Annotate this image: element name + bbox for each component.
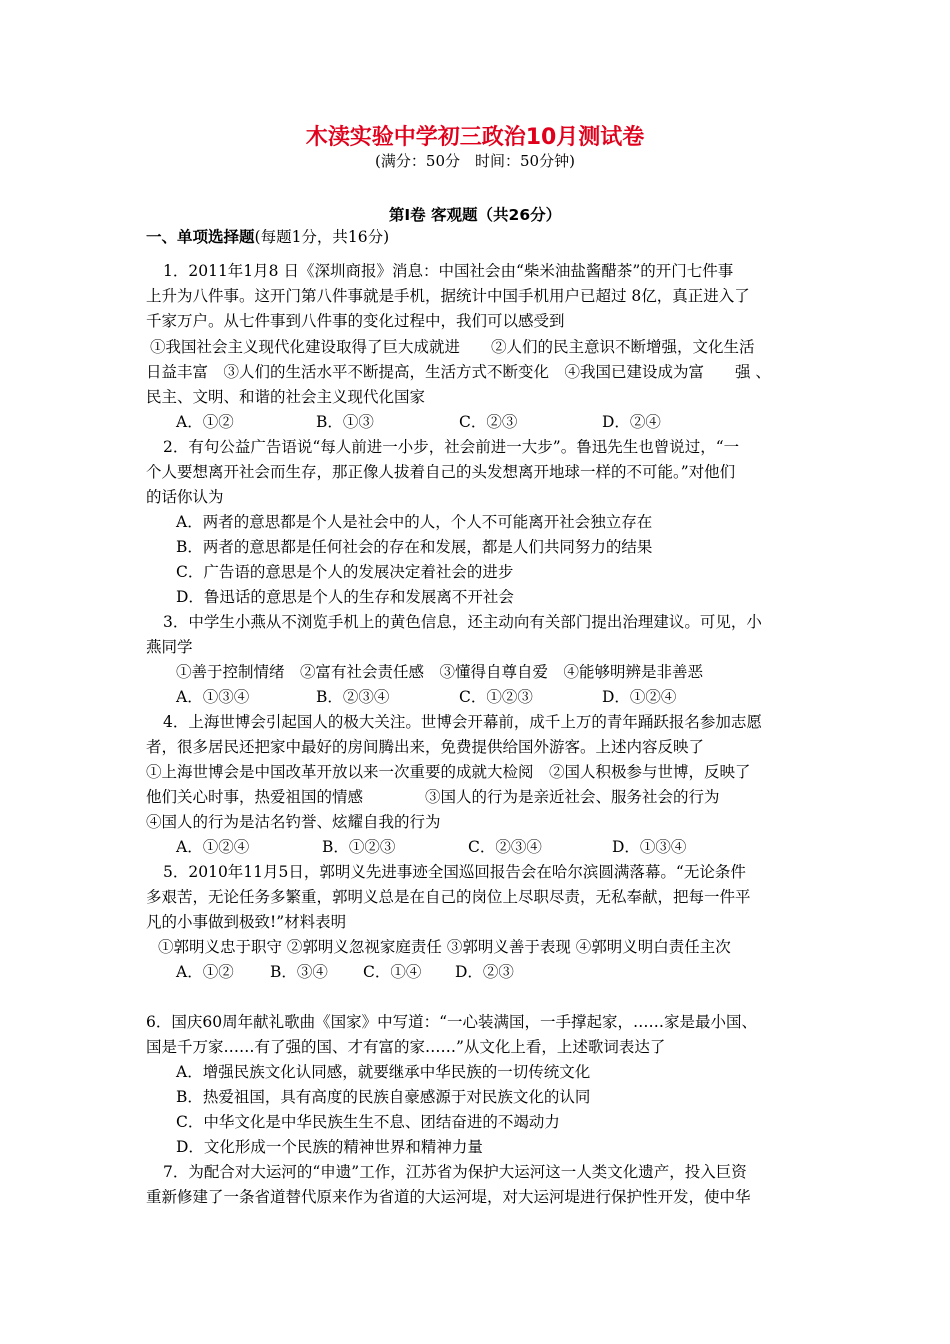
q3-statement-line-1: ①善于控制情绪 ②富有社会责任感 ③懂得自尊自爱 ④能够明辨是非善恶 <box>176 663 704 681</box>
q3-stem-line-1: 3．中学生小燕从不浏览手机上的黄色信息，还主动向有关部门提出治理建议。可见，小 <box>163 613 762 631</box>
q6-option-a: A．增强民族文化认同感，就要继承中华民族的一切传统文化 <box>176 1063 591 1081</box>
q4-option-a: A．①②④ <box>176 838 250 856</box>
q6-option-d: D．文化形成一个民族的精神世界和精神力量 <box>176 1138 483 1156</box>
q2-stem-line-1: 2．有句公益广告语说“每人前进一小步，社会前进一大步”。鲁迅先生也曾说过，“一 <box>163 438 740 456</box>
q4-statement-line-3: ④国人的行为是沽名钓誉、炫耀自我的行为 <box>146 813 441 831</box>
q2-stem-line-2: 个人要想离开社会而生存，那正像人拔着自己的头发想离开地球一样的不可能。”对他们 <box>146 463 736 481</box>
exam-subtitle: (满分：50分 时间：50分钟) <box>375 152 575 170</box>
q4-option-d: D．①③④ <box>612 838 687 856</box>
q4-statement-line-2: 他们关心时事，热爱祖国的情感 ③国人的行为是亲近社会、服务社会的行为 <box>146 788 720 806</box>
q5-option-c: C．①④ <box>363 963 422 981</box>
q4-statement-line-1: ①上海世博会是中国改革开放以来一次重要的成就大检阅 ②国人积极参与世博，反映了 <box>146 763 751 781</box>
q1-statement-line-3: 民主、文明、和谐的社会主义现代化国家 <box>146 388 426 406</box>
q2-option-a: A．两者的意思都是个人是社会中的人，个人不可能离开社会独立存在 <box>176 513 653 531</box>
q4-stem-line-2: 者，很多居民还把家中最好的房间腾出来，免费提供给国外游客。上述内容反映了 <box>146 738 705 756</box>
q3-stem-line-2: 燕同学 <box>146 638 193 656</box>
q6-stem-line-1: 6．国庆60周年献礼歌曲《国家》中写道：“一心装满国，一手撑起家，……家是最小国、 <box>146 1013 758 1031</box>
q1-option-b: B．①③ <box>316 413 374 431</box>
q5-option-d: D．②③ <box>455 963 514 981</box>
q6-option-b: B．热爱祖国，具有高度的民族自豪感源于对民族文化的认同 <box>176 1088 591 1106</box>
q2-option-d: D．鲁迅话的意思是个人的生存和发展离不开社会 <box>176 588 514 606</box>
part-note: (每题1分，共16分) <box>254 228 390 246</box>
q5-statement-line-1: ①郭明义忠于职守 ②郭明义忽视家庭责任 ③郭明义善于表现 ④郭明义明白责任主次 <box>158 938 731 956</box>
q1-stem-line-1: 1．2011年1月8 日《深圳商报》消息：中国社会由“柴米油盐酱醋茶”的开门七件事 <box>163 262 734 280</box>
q5-stem-line-2: 多艰苦，无论任务多繁重，郭明义总是在自己的岗位上尽职尽责，无私奉献，把每一件平 <box>146 888 751 906</box>
q7-stem-line-2: 重新修建了一条省道替代原来作为省道的大运河堤，对大运河堤进行保护性开发，使中华 <box>146 1188 751 1206</box>
exam-title: 木渎实验中学初三政治10月测试卷 <box>305 125 645 150</box>
q4-option-c: C．②③④ <box>468 838 542 856</box>
q4-option-b: B．①②③ <box>322 838 396 856</box>
q4-stem-line-1: 4．上海世博会引起国人的极大关注。世博会开幕前，成千上万的青年踊跃报名参加志愿 <box>163 713 762 731</box>
q1-statement-line-2: 日益丰富 ③人们的生活水平不断提高，生活方式不断变化 ④我国已建设成为富 强 、 <box>146 363 771 381</box>
q3-option-a: A．①③④ <box>176 688 250 706</box>
section-heading: 第Ⅰ卷 客观题（共26分） <box>388 206 562 224</box>
q2-option-b: B．两者的意思都是任何社会的存在和发展，都是人们共同努力的结果 <box>176 538 653 556</box>
q1-stem-line-3: 千家万户。从七件事到八件事的变化过程中，我们可以感受到 <box>146 312 565 330</box>
q6-stem-line-2: 国是千万家……有了强的国、才有富的家……”从文化上看，上述歌词表达了 <box>146 1038 666 1056</box>
q2-stem-line-3: 的话你认为 <box>146 488 224 506</box>
q1-option-d: D．②④ <box>602 413 661 431</box>
q5-stem-line-3: 凡的小事做到极致!”材料表明 <box>146 913 347 931</box>
q5-options <box>176 961 514 983</box>
q1-option-a: A．①② <box>176 413 234 431</box>
q3-options <box>176 686 676 708</box>
q4-options <box>176 836 686 858</box>
q5-option-a: A．①② <box>176 963 234 981</box>
q2-option-c: C．广告语的意思是个人的发展决定着社会的进步 <box>176 563 514 581</box>
q1-statement-line-1: ①我国社会主义现代化建设取得了巨大成就进 ②人们的民主意识不断增强，文化生活 <box>150 338 755 356</box>
q3-option-b: B．②③④ <box>316 688 390 706</box>
part-title: 一、单项选择题 <box>146 228 255 246</box>
q1-option-c: C．②③ <box>459 413 518 431</box>
q6-option-c: C．中华文化是中华民族生生不息、团结奋进的不竭动力 <box>176 1113 560 1131</box>
q5-option-b: B．③④ <box>270 963 328 981</box>
q7-stem-line-1: 7．为配合对大运河的“申遗”工作，江苏省为保护大运河这一人类文化遗产，投入巨资 <box>163 1163 747 1181</box>
q3-option-c: C．①②③ <box>459 688 533 706</box>
q5-stem-line-1: 5．2010年11月5日，郭明义先进事迹全国巡回报告会在哈尔滨圆满落幕。“无论条件 <box>163 863 746 881</box>
q3-option-d: D．①②④ <box>602 688 677 706</box>
part-heading <box>146 226 389 248</box>
q1-stem-line-2: 上升为八件事。这开门第八件事就是手机，据统计中国手机用户已超过 8亿，真正进入了 <box>146 287 750 305</box>
q1-options <box>176 411 661 433</box>
